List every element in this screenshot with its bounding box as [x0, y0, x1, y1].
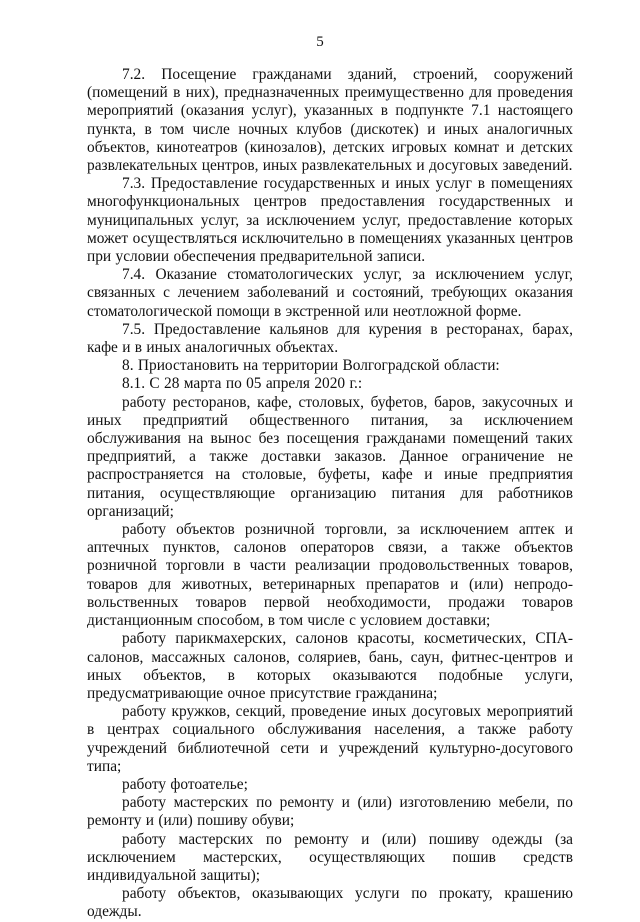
paragraph-retail: работу объектов розничной торговли, за исключением аптек и аптечных пунктов, салонов операторов связи, а также объектов розничной торговли в части реализации продовольственных товаров, товаров для животных, ветеринарных препаратов и (или) непродовольственных товаров первой необходимости, продажи товаров дистанционным способом, в том числе с условием доставки;	[87, 521, 573, 630]
paragraph-7-2: 7.2. Посещение гражданами зданий, строений, сооружений (помещений в них), предназначенных преимущественно для проведения мероприятий (оказания услуг), указанных в подпункте 7.1 настоящего пункта, в том числе ночных клубов (дискотек) и иных аналогичных объектов, кинотеатров (кинозалов), детских игровых комнат и детских развлекательных центров, иных развлекательных и досуговых заведений.	[87, 66, 573, 175]
paragraph-7-3: 7.3. Предоставление государственных и иных услуг в помещениях многофункциональных центров предоставления государственных и муниципальных услуг, за исключением услуг, предоставление которых может осуществляться исключительно в помещениях указанных центров при условии обеспечения предварительной записи.	[87, 175, 573, 266]
paragraph-8-1: 8.1. С 28 марта по 05 апреля 2020 г.:	[122, 375, 363, 393]
paragraph-photo-studio: работу фотоателье;	[122, 775, 248, 793]
document-body	[87, 66, 573, 922]
page-number: 5	[316, 34, 324, 50]
paragraph-7-5: 7.5. Предоставление кальянов для курения в ресторанах, барах, кафе и в иных аналогичных объектах.	[87, 320, 573, 357]
paragraph-salons: работу парикмахерских, салонов красоты, косметических, СПА-салонов, массажных салонов, соляриев, бань, саун, фитнес-центров и иных объектов, в которых оказываются подобные услуги, предусматривающие очное присутствие гражданина;	[87, 630, 573, 702]
paragraph-clothing: работу мастерских по ремонту и (или) пошиву одежды (за исключением мастерских, осуществляющих пошив средств индивидуальной защиты);	[87, 830, 573, 884]
paragraph-8: 8. Приостановить на территории Волгоградской области:	[122, 357, 500, 375]
paragraph-furniture-shoes: работу мастерских по ремонту и (или) изготовлению мебели, по ремонту и (или) пошиву обуви;	[87, 794, 573, 830]
paragraph-7-4: 7.4. Оказание стоматологических услуг, за исключением услуг, связанных с лечением заболеваний и состояний, требующих оказания стоматологической помощи в экстренной или неотложной форме.	[87, 266, 573, 320]
paragraph-clubs: работу кружков, секций, проведение иных досуговых мероприятий в центрах социального обслуживания населения, а также работу учреждений библиотечной сети и учреждений культурно-досугового типа;	[87, 703, 573, 775]
paragraph-restaurants: работу ресторанов, кафе, столовых, буфетов, баров, закусочных и иных предприятий общественного питания, за исключением обслуживания на вынос без посещения гражданами помещений таких предприятий, а также доставки заказов. Данное ограничение не распространяется на столовые, буфеты, кафе и иные предприятия питания, осуществляющие организацию питания для работников организаций;	[87, 393, 573, 520]
paragraph-rental: работу объектов, оказывающих услуги по прокату, крашению одежды.	[87, 885, 573, 921]
